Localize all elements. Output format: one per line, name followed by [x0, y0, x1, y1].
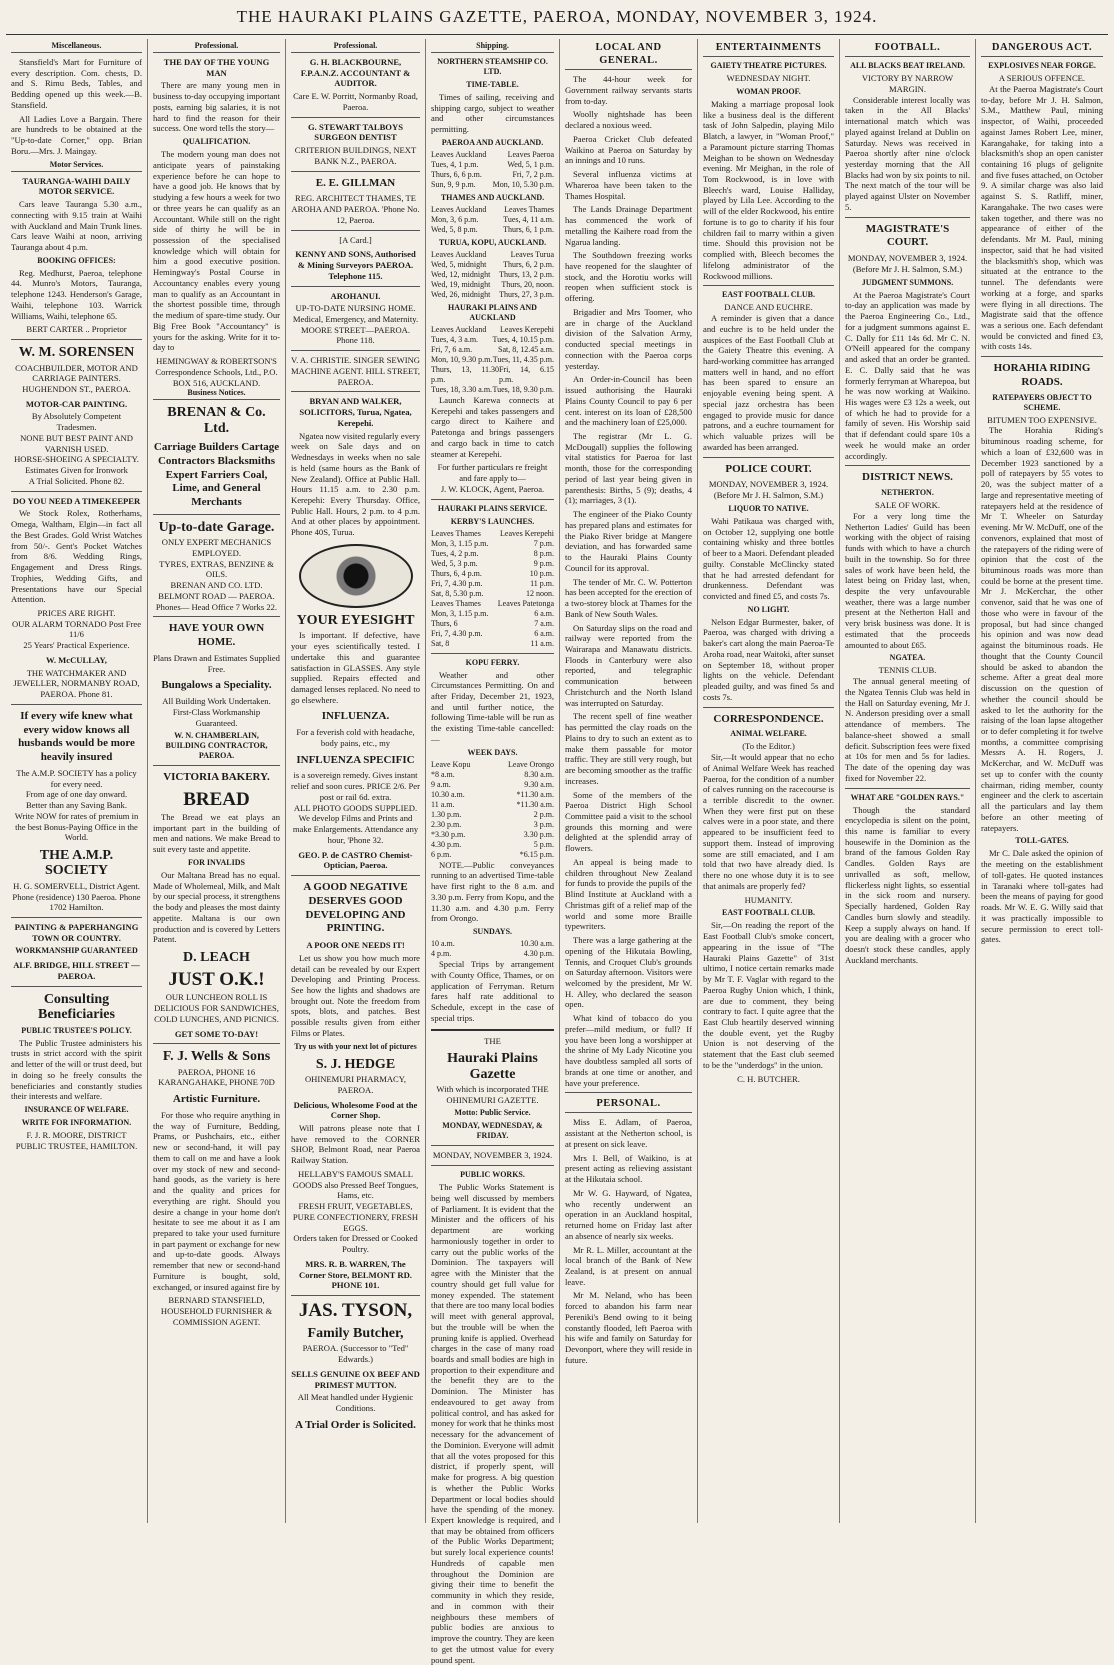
- timetable-row: Wed, 12, midnight Thurs, 13, 2 p.m.: [431, 269, 554, 279]
- blackbourne-address: Care E. W. Porritt, Normanby Road, Paeroa.: [293, 91, 418, 112]
- kerby-header-2: Leaves Thames Leaves Patetonga: [431, 598, 554, 608]
- news-item: The 44-hour week for Government railway servants starts from to-day.: [565, 74, 692, 106]
- route3-header: Leaves Auckland Leaves Turua: [431, 249, 554, 259]
- timetable-row: Wed, 5, 3 p.m. 9 p.m.: [431, 558, 554, 568]
- timetable-row: Sat, 8 11 a.m.: [431, 638, 554, 648]
- amp-society-big: THE A.M.P. SOCIETY: [39, 847, 114, 879]
- route-turua: TURUA, KOPU, AUCKLAND.: [438, 237, 547, 247]
- kenny: KENNY AND SONS, Authorised & Mining Surveyors PAEROA. Telephone 115.: [295, 249, 416, 281]
- booking-list: Reg. Medhurst, Paeroa, telephone 44. Munro's Motors, Tauranga, telephone 1243. Henderson's Garage, Waihi, telephone 103. Warrick Williams, Waihi, telephone 65.: [11, 267, 142, 321]
- timetable-row: Fri, 7, 4.30 p.m. 6 a.m.: [431, 628, 554, 638]
- influenza-body: For a feverish cold with headache, body pains, etc., my: [296, 727, 415, 748]
- building-work: All Building Work Undertaken. First-Class Workmanship Guaranteed.: [162, 696, 271, 728]
- timetable-row: 2.30 p.m. 3 p.m.: [431, 819, 554, 829]
- alarm-tornado: OUR ALARM TORNADO Post Free 11/6: [11, 618, 142, 640]
- photo-goods: ALL PHOTO GOODS SUPPLIED. We develop Films and Prints and make Enlargements. Attendance any hour, 'Phone 32.: [292, 802, 419, 845]
- mechanics: ONLY EXPERT MECHANICS EMPLOYED.: [161, 537, 272, 558]
- timetable-row: 9 a.m. 9.30 a.m.: [431, 779, 554, 789]
- hedge-tag: Delicious, Wholesome Food at the Corner Shop.: [293, 1099, 418, 1121]
- news-item: Woolly nightshade has been declared a noxious weed.: [565, 109, 692, 131]
- sorensen-name: W. M. SORENSEN: [18, 345, 135, 361]
- timetable-row: Sat, 8, 5.30 p.m. 12 noon.: [431, 588, 554, 598]
- woman-proof-body: Making a marriage proposal look like a business deal is the different task of John Salpedin, playing Milo Blatch, a lawyer, in "Woman Proof," a Paramount picture starring Thomas Meighan to be shown on Wednesday evening. Mr Meighan, in the role of Tom Rockwood, is in love with Bleech's ward, Louise Halliday, played by Lila Lee. According to the will of the elder Rockwood, his entire fortune is to go to charity if his four children fail to marry within a given time. Should this provision not be complied with, Bleech becomes the lifelong administrator of the Rockwood millions.: [703, 98, 834, 281]
- gazette-the: THE: [484, 1035, 501, 1046]
- personal-item: Miss E. Adlam, of Paeroa, assistant at the Netherton school, is at present on sick leave.: [565, 1117, 692, 1149]
- sorensen-sub: COACHBUILDER, MOTOR AND CARRIAGE PAINTERS. HUGHENDON ST., PAEROA.: [15, 362, 138, 395]
- news-item: An Order-in-Council has been issued authorising the Hauraki Plains County Council to pay 6 per cent. interest on its loan of £28,500 and the machinery loan of £25,000.: [565, 374, 692, 428]
- timetable-row: Mon, 10, 9.30 p.m. Tues, 11, 4.35 p.m.: [431, 354, 554, 364]
- mccullay-name: W. McCULLAY,: [46, 654, 107, 665]
- paperhanging: PAINTING & PAPERHANGING TOWN OR COUNTRY.: [14, 921, 139, 943]
- column-1: [6, 39, 148, 1523]
- bitumen-expensive: BITUMEN TOO EXPENSIVE.: [987, 414, 1097, 425]
- timekeeper-heading: DO YOU NEED A TIMEKEEPER: [12, 495, 141, 506]
- timetable-row: *8 a.m. 8.30 a.m.: [431, 769, 554, 779]
- shipping-notice: Times of sailing, receiving and shipping cargo, subject to weather and other circumstances permitting.: [431, 92, 554, 135]
- horseshoeing: HORSE-SHOEING A SPECIALTY.: [14, 454, 139, 465]
- mrs-warren: MRS. R. B. WARREN, The Corner Store, BELMONT RD. PHONE 101.: [299, 1258, 412, 1291]
- magistrate-body: At the Paeroa Magistrate's Court to-day an application was made by the Paeroa Engineering Co., Ltd., for a judgment summons against E. C. Dally for £11 14s 6d. Mr C. N. O'Neill appeared for the company and asked that an order be granted. E. C. Dally said that he was formerly ferryman at Wharepoa, but he was now working at Waikino. His wages were £3 12s a week, out of which he had to provide for a family of seven. His Worship said that if defendant could spare 10s a week he would make an order accordingly.: [845, 289, 970, 461]
- personal-item: Mrs I. Bell, of Waikino, is at present acting as relieving assistant at the Hikutaia school.: [565, 1152, 692, 1185]
- stansfield-notice: Stansfield's Mart for Furniture of every description. Com. chests, D. and S. Rimu Beds, Tables, and Bedding opened up this week.—B. Stansfield.: [11, 57, 142, 110]
- column-4: [426, 39, 560, 1665]
- animal-body: Sir,—It would appear that no echo of Animal Welfare Week has reached Paeroa, for the condition of a number of calves running on the racecourse is a terrible discredit to the owner. When they were first put on these calves were in a poor state, and there appeared to be insufficient feed to support them. Instead of improving some are still emaciated, and I am told that two have already died. Is there no one whose duty it is to see that animals are properly fed?: [703, 752, 834, 891]
- eyesight-body: Is important. If defective, have your eyes scientifically tested. I undertake this and guarantee satisfaction in GLASSES. Any style supplied. Repairs effected and damaged lenses replaced. No need to go elsewhere.: [291, 630, 420, 705]
- east-letter-body: Sir,—On reading the report of the East Football Club's smoke concert, appearing in the issue of "The Hauraki Plains Gazette" of 31st ultimo, I notice certain remarks made by Mr T. F. Vaglar with regard to the Paeroa Rugby Union which, I think, are due to comment, they being contrary to fact. I quite agree that the East Club heartily deserved winning the double event, yet the Rugby Union is not deserving of the statement that the East club seemed to be the "underdogs" in the union.: [703, 920, 834, 1070]
- timetable-row: 11 a.m. *11.30 a.m.: [431, 799, 554, 809]
- trustee-body: The Public Trustee administers his trusts in strict accord with the spirit and letter of the will or trust deed, but in doing so he freely consults the beneficiaries and constantly studies their interests and welfare.: [11, 1037, 142, 1102]
- signature-butcher: C. H. BUTCHER.: [737, 1073, 800, 1084]
- personal-item: Mr M. Neland, who has been forced to abandon his farm near Pereniki's Bend owing to it being constantly flooded, left Paeroa with his wife and family on Saturday for Devonport, where they will reside in future.: [565, 1290, 692, 1365]
- timetable-row: Thurs, 13, 11.30 p.m. Fri, 14, 6.15 p.m.: [431, 364, 554, 384]
- timetable-row: *3.30 p.m. 3.30 p.m.: [431, 829, 554, 839]
- dance-euchre: DANCE AND EUCHRE.: [724, 302, 813, 313]
- wells-phone: PAEROA, PHONE 16 KARANGAHAKE, PHONE 70D: [158, 1066, 275, 1088]
- launch-note: Launch Karewa connects at Kerepehi and takes passengers and cargo direct to Kaihere and Patetonga and brings passengers and cargo back in time to catch steamer at Kerepehi.: [431, 394, 554, 459]
- east-football-club: EAST FOOTBALL CLUB.: [722, 290, 815, 300]
- booking-offices: BOOKING OFFICES:: [37, 255, 116, 265]
- tennis-club: TENNIS CLUB.: [878, 665, 937, 676]
- kenny-card: [A Card.]: [339, 234, 372, 245]
- entertainments-heading: ENTERTAINMENTS: [703, 41, 834, 57]
- horahia-body: The Horahia Riding's bituminous roading scheme, for which a loan of £32,600 was in December 1923 sanctioned by a poll of ratepayers by 55 votes to 20, was the subject matter of a large and representative meeting of ratepayers held at the residence of Mr T. Wheeler on Saturday evening. Mr W. McDuff, one of the convenors, explained that most of the ratepayers of the riding were of opinion that the cost of the bituminous roads was more than could be borne at the present time. Mr J. McKerchar, the other convenor, said that he was one of those who were in favour of the proposal, but had since changed his opinion and was now dead against the bituminous roads. He thought that the County Council should be asked to abandon the scheme. After a great deal more discussion on the question of whether the council should be asked to let the authority for the raising of the loan lapse altogether or to defer completing it for twelve months, a committee comprising Messrs A. H. Rogers, J. McKerchar, and W. McDuff was set up to confer with the county chairman, riding member, county engineer and the clerk to ascertain all the particulars and lay them before an other meeting of ratepayers.: [981, 425, 1103, 833]
- artistic-furniture: Artistic Furniture.: [172, 1093, 261, 1106]
- paint-varnish: NONE BUT BEST PAINT AND VARNISH USED.: [20, 432, 133, 454]
- judgment-summons: JUDGMENT SUMMONS.: [861, 277, 954, 287]
- all-blacks: ALL BLACKS BEAT IRELAND.: [850, 61, 965, 71]
- column-1-heading: Miscellaneous.: [11, 41, 142, 53]
- news-item: The recent spell of fine weather has permitted the clay roads on the Plains to dry to such an extent as to make them passable for motor traffic. They are still very rough, but are becoming smoother as the traffic increases.: [565, 711, 692, 786]
- moore: F. J. R. MOORE, DISTRICT PUBLIC TRUSTEE, HAMILTON.: [15, 1130, 138, 1151]
- gazette-sub: With which is incorporated THE OHINEMURI GAZETTE.: [436, 1084, 549, 1105]
- serious-offence: A SERIOUS OFFENCE.: [998, 73, 1086, 84]
- police-court: POLICE COURT.: [725, 462, 812, 475]
- police-before: (Before Mr J. H. Salmon, S.M.): [713, 490, 824, 501]
- news-item: There was a large gathering at the opening of the Hikutaia Bowling, Tennis, and Croquet Club's grounds on Saturday afternoon. Visitors were welcomed by the president, Mr W. H. Alley, who declared the season open.: [565, 935, 692, 1010]
- masthead: THE HAURAKI PLAINS GAZETTE, PAEROA, MONDAY, NOVEMBER 3, 1924.: [6, 0, 1108, 35]
- route-hauraki: HAURAKI PLAINS AND AUCKLAND: [448, 302, 537, 322]
- route1-header: Leaves Auckland Leaves Paeroa: [431, 149, 554, 159]
- bargain-notice: All Ladies Love a Bargain. There are hundreds to be obtained at the "Up-to-date Corner," opp. Brian Boru.—Mrs. J. Maingay.: [11, 113, 142, 156]
- news-item: On Saturday slips on the road and railway were reported from the Wairarapa and Manawatu districts. Floods in Canterbury were also reported, and telegraphic communication between Christchurch and the North Island was interrupted on Saturday.: [565, 622, 692, 708]
- correspondence: CORRESPONDENCE.: [713, 712, 824, 725]
- wells-sons: F. J. Wells & Sons: [162, 1049, 271, 1065]
- from-age: From age of one day onward.: [25, 789, 128, 800]
- column-6: [698, 39, 840, 1523]
- brenan-name: BRENAN & Co. Ltd.: [167, 405, 266, 436]
- hygienic: All Meat handled under Hygienic Conditions.: [297, 1392, 414, 1413]
- arohanui-body: UP-TO-DATE NURSING HOME. Medical, Emergency, and Maternity. MOORE STREET—PAEROA. Phone 118.: [292, 303, 419, 346]
- gazette-days: MONDAY, WEDNESDAY, & FRIDAY.: [442, 1121, 543, 1141]
- motor-service-body: Cars leave Tauranga 5.30 a.m., connecting with 9.15 train at Waihi with Auckland and Main Trunk lines. Cars leave Waihi at noon, arriving Tauranga about 4 p.m.: [11, 199, 142, 253]
- horahia-roads: HORAHIA RIDING ROADS.: [993, 362, 1091, 388]
- liquor-body: Wahi Patikaua was charged with, on October 12, supplying one bottle containing whisky and three bottles of beer to a Maori. Defendant pleaded guilty. Constable McClincky stated that he had arrested defendant for drunkenness. Defendant was convicted and fined £5, and costs 7s.: [703, 515, 834, 601]
- luncheon-roll: OUR LUNCHEON ROLL IS DELICIOUS FOR SANDWICHES, COLD LUNCHES, AND PICNICS.: [154, 992, 279, 1024]
- timetable-row: 6 p.m. *6.15 p.m.: [431, 849, 554, 859]
- route4-header: Leaves Auckland Leaves Kerepehi: [431, 324, 554, 334]
- news-item: Brigadier and Mrs Toomer, who are in charge of the Auckland division of the Salvation Army, conducted special meetings in connection with the Paeroa corps yesterday.: [565, 306, 692, 371]
- prices-right: PRICES ARE RIGHT.: [37, 607, 116, 618]
- orders-poultry: Orders taken for Dressed or Cooked Poultry.: [293, 1233, 418, 1255]
- column-3-heading: Professional.: [291, 41, 420, 53]
- column-2-heading: Professional.: [153, 41, 280, 53]
- timetable-row: Wed, 5, 8 p.m. Thurs, 6, 1 p.m.: [431, 224, 554, 234]
- ironwork: Estimates Given for Ironwork: [25, 465, 128, 476]
- route-paeroa-auckland: PAEROA AND AUCKLAND.: [441, 137, 544, 147]
- workmanship: WORKMANSHIP GUARANTEED: [15, 946, 138, 956]
- kopu-body: Weather and other Circumstances Permitting. On and after Friday, December 21, 1923, and until further notice, the following Time-table will be run as the existing Time-table cancelled:—: [431, 669, 554, 744]
- for-invalids: FOR INVALIDS: [188, 857, 245, 867]
- timetable-row: 10 a.m. 10.30 a.m.: [431, 939, 554, 949]
- bread-heading: BREAD: [183, 789, 250, 811]
- column-8: [976, 39, 1108, 1523]
- public-works-body: The Public Works Statement is being well discussed by members of Parliament. It is evident that the Minister and the officers of his department are working harmoniously together in order to carry out the public works of the Dominion. The taxpayers will agree with the Minister that the country should get full value for money expended. The statement that there are too many local bodies will meet with general approval, but the trouble will be when the pruning knife is applied. Overhead charges in the case of many road boards and small bodies are high in proportion to their expenditure and the benefit they are to the Dominion. The Minister has endeavoured to get away from political control, and has asked for money for work that he thinks most necessary for the advancement of the Dominion. Everyone will admit that all the votes proposed for this district, if properly spent, will make for progress. A big question is whether the Public Works Department or local bodies should have the spending of the money. Expert knowledge is required, and that may be obtained from officers of the Public Works Department; but surely local experience counts! Hundreds of capable men throughout the Dominion are giving their time to benefit the community in which they reside, and in common with their neighbours these members of public bodies are anxious to improve the country. They are keen to get the utmost value for every pound spent.: [431, 1182, 554, 1665]
- write-information: WRITE FOR INFORMATION.: [21, 1118, 132, 1128]
- timetable-row: Fri, 7, 6 a.m. Sat, 8, 12.45 a.m.: [431, 344, 554, 354]
- saving-bank: Better than any Saving Bank.: [26, 800, 127, 811]
- to-editor: (To the Editor.): [742, 741, 795, 752]
- fresh-fruit: FRESH FRUIT, VEGETABLES, PURE CONFECTIONERY, FRESH EGGS.: [292, 1201, 419, 1233]
- public-works-heading: PUBLIC WORKS.: [460, 1170, 525, 1180]
- proprietor: BERT CARTER .. Proprietor: [26, 324, 127, 335]
- garage-heading: Up-to-date Garage.: [158, 519, 275, 535]
- klock-agent: J. W. KLOCK, Agent, Paeroa.: [440, 483, 545, 494]
- further-particulars: For further particulars re freight and fare apply to—: [437, 462, 548, 484]
- dance-body: A reminder is given that a dance and euchre is to be held under the auspices of the East Football Club at the Gaiety Theatre this evening. A hard-working committee has arranged matters well in hand, and no effort has been spared to ensure an enjoyable evening being spent. A special jazz orchestra has been engaged to provide music for dance patrons, and a euchre tournament for which valuable prizes will be awarded has been arranged.: [703, 313, 835, 452]
- alf-bridge: ALF. BRIDGE, HILL STREET — PAEROA.: [13, 960, 140, 982]
- gazette-motto: Motto: Public Service.: [454, 1108, 531, 1118]
- timetable-row: Fri, 7, 4.30 p.m. 11 p.m.: [431, 578, 554, 588]
- news-item: An appeal is being made to children throughout New Zealand for funds to provide the pupils of the Blind Institute at Auckland with a Christmas gift of a relief map of the world and some more Braille typewriters.: [565, 856, 692, 932]
- column-2: [148, 39, 286, 1523]
- influenza-specific: INFLUENZA SPECIFIC: [296, 753, 415, 766]
- write-now: Write NOW for rates of premium in the best Bonus-Paying Office in the World.: [14, 810, 139, 843]
- gillman: E. E. GILLMAN: [315, 176, 396, 189]
- tradesmen: By Absolutely Competent Tradesmen.: [31, 411, 122, 433]
- hemingway: HEMINGWAY & ROBERTSON'S Correspondence Schools, Ltd., P.O. BOX 516, AUCKLAND.: [155, 356, 278, 388]
- talboys-address: CRITERION BUILDINGS, NEXT BANK N.Z., PAEROA.: [294, 145, 417, 166]
- football-body: Considerable interest locally was taken in the All Blacks' international match which was played against Ireland at Dublin on Saturday. News was received in Paeroa shortly after nine o'clock yesterday morning that the All Blacks had won by six points to nil. The next match of the tour will be played against Ulster on November 5.: [845, 94, 970, 212]
- kopu-ferry: KOPU FERRY.: [465, 657, 520, 667]
- timetable-row: Wed, 5, midnight Thurs, 6, 2 p.m.: [431, 259, 554, 269]
- steamship-co: NORTHERN STEAMSHIP CO. LTD.: [437, 57, 548, 76]
- kerby-header: Leaves Thames Leaves Kerepehi: [431, 528, 554, 538]
- bernard-stansfield: BERNARD STANSFIELD, HOUSEHOLD FURNISHER & COMMISSION AGENT.: [160, 1295, 273, 1327]
- golden-rays: WHAT ARE "GOLDEN RAYS.": [850, 792, 965, 802]
- editorial-date: MONDAY, NOVEMBER 3, 1924.: [432, 1150, 553, 1161]
- sundays: SUNDAYS.: [472, 927, 513, 937]
- personal-item: Mr W. G. Hayward, of Ngatea, who recently underwent an operation in an Auckland hospital, returned home on Friday last after an absence of nearly six weeks.: [565, 1187, 692, 1241]
- news-item: The Lands Drainage Department has commenced the work of metalling the Kaihere road from the Ngarua landing.: [565, 204, 692, 247]
- gazette-nameplate: Hauraki Plains Gazette: [447, 1051, 538, 1082]
- toll-gates: TOLL-GATES.: [1015, 836, 1069, 846]
- ferry-note: NOTE.—Public conveyances running to an advertised Time-table have first right to the 8 a.m. and 3.30 p.m. Ferry from Kopu, and the 11.30 a.m. and 4.30 p.m. Ferry from Orongo.: [431, 859, 554, 924]
- no-light: NO LIGHT.: [747, 604, 790, 614]
- timetable-row: Wed, 19, midnight Thurs, 20, noon.: [431, 279, 554, 289]
- route-thames-auckland: THAMES AND AUCKLAND.: [440, 192, 545, 202]
- magistrate-date: MONDAY, NOVEMBER 3, 1924.: [847, 253, 968, 264]
- timetable-row: Tues, 4, 2 p.m. 8 p.m.: [431, 548, 554, 558]
- hauraki-service: HAURAKI PLAINS SERVICE.: [437, 503, 548, 513]
- timetable-row: 10.30 a.m. *11.30 a.m.: [431, 789, 554, 799]
- timetable-row: 4 p.m. 4.30 p.m.: [431, 949, 554, 959]
- consulting-beneficiaries: Consulting Beneficiaries: [38, 991, 115, 1023]
- victory-margin: VICTORY BY NARROW MARGIN.: [861, 73, 954, 94]
- liquor-native: LIQUOR TO NATIVE.: [728, 503, 809, 513]
- brenan-list: Carriage Builders Cartage Contractors Blacksmiths Expert Farriers Coal, Lime, and General Merchants: [153, 441, 280, 509]
- animal-welfare: ANIMAL WELFARE.: [730, 729, 807, 739]
- arohanui: AROHANUI.: [330, 290, 381, 301]
- news-item: The tender of Mr. C. W. Potterton has been accepted for the erection of a two-storey block at Thames for the Bank of New South Wales.: [565, 576, 692, 619]
- timetable-row: Mon, 3, 6 p.m. Tues, 4, 11 a.m.: [431, 214, 554, 224]
- local-general-heading: LOCAL AND GENERAL.: [565, 41, 692, 70]
- personal-heading: PERSONAL.: [565, 1097, 692, 1113]
- young-man-heading: THE DAY OF THE YOUNG MAN: [163, 57, 270, 78]
- amp-society-line: The A.M.P. SOCIETY has a policy for every need.: [16, 767, 137, 789]
- timetable-row: Tues, 4, 1 p.m. Wed, 5, 1 p.m.: [431, 159, 554, 169]
- sale-of-work: SALE OF WORK.: [874, 500, 940, 511]
- hedge-body: Will patrons please note that I have removed to the CORNER SHOP, Belmont Road, near Paeroa Railway Station.: [291, 1122, 420, 1166]
- news-item: The engineer of the Piako County has prepared plans and estimates for the Piako River bridge at Mangere deviation, and has forwarded same to the Hauraki Plains County Council for its approval.: [565, 509, 692, 573]
- invalids-body: Our Maltana Bread has no equal. Made of Wholemeal, Milk, and Malt by our special process, it strengthens the body and pleases the most dainty appetite. Maltana is our own production and is covered by Letters Patent.: [153, 869, 280, 945]
- timetable-row: Sun, 9, 9 p.m. Mon, 10, 5.30 p.m.: [431, 179, 554, 189]
- mccullay-sub: THE WATCHMAKER AND JEWELLER, NORMANBY ROAD, PAEROA. Phone 81.: [13, 667, 140, 700]
- toll-gates-body: Mr C. Dale asked the opinion of the meeting on the establishment of toll-gates. He quoted instances in Taranaki where toll-gates had been the means of paying for good roads. Mr W. E. G. Willy said that it was practically impossible to secure permission to erect toll-gates.: [981, 848, 1103, 945]
- district-news: DISTRICT NEWS.: [862, 471, 953, 484]
- magistrates-court: MAGISTRATE'S COURT.: [865, 222, 950, 249]
- motor-car-painting: MOTOR-CAR PAINTING.: [25, 398, 128, 409]
- trial-order: A Trial Order is Solicited.: [295, 1418, 416, 1431]
- wednesday-night: WEDNESDAY NIGHT.: [726, 73, 811, 84]
- chamberlain: W. N. CHAMBERLAIN, BUILDING CONTRACTOR, PAEROA.: [165, 731, 268, 761]
- bungalows: Bungalows a Speciality.: [161, 679, 272, 692]
- specific-body: is a sovereign remedy. Gives instant relief and soon cures. PRICE 2/6. Per post or rail 6d. extra.: [291, 770, 420, 802]
- sells: SELLS GENUINE OX BEEF AND PRIMEST MUTTON.: [291, 1368, 420, 1390]
- just-ok: JUST O.K.!: [168, 969, 265, 991]
- woman-proof: WOMAN PROOF.: [736, 86, 801, 96]
- netherton: NETHERTON.: [881, 488, 934, 498]
- sj-hedge: S. J. HEDGE: [315, 1056, 396, 1072]
- magistrate-before: (Before Mr J. H. Salmon, S.M.): [852, 263, 963, 274]
- columns: [6, 39, 1108, 1665]
- kerby-launches: KERBY'S LAUNCHES.: [450, 516, 535, 526]
- timetable-row: 4.30 p.m. 5 p.m.: [431, 839, 554, 849]
- ngatea: NGATEA.: [889, 653, 926, 663]
- somervell: H. G. SOMERVELL, District Agent. Phone (residence) 130 Paeroa. Phone 1702 Hamilton.: [12, 880, 141, 913]
- try-us: Try us with your next lot of pictures: [294, 1041, 417, 1051]
- dangerous-act-body: At the Paeroa Magistrate's Court to-day, before Mr J. H. Salmon, S.M., Matthew Paul, mining inspector, of Waihi, proceeded against James Robert Lee, miner, Karangahake, for taking into a blacksmith's shop an open canister containing 16 plugs of gelignite and five fuses attached, on October 9. A similar charge was also laid against S. S. Ratliff, miner, Karangahake. The two cases were taken together, and there was no appearance of either of the defendants. Mr M. Paul, mining inspector, said that he had visited the blacksmith's shop, which was situated at the entrance to the tunnel. The defendants were working at a forge, and sparks were flying in all directions. The Magistrate said that the offence was a serious one. Each defendant would be convicted and fined £3, with costs 14s.: [981, 83, 1103, 352]
- own-home: HAVE YOUR OWN HOME.: [168, 622, 265, 649]
- timetable-row: Mon, 3, 1.15 p.m. 7 p.m.: [431, 538, 554, 548]
- plans: Plans Drawn and Estimates Supplied Free.: [153, 652, 280, 674]
- experience: 25 Years' Practical Experience.: [23, 640, 130, 651]
- bryan-walker: BRYAN AND WALKER, SOLICITORS, Turua, Ngatea, Kerepehi.: [299, 396, 412, 428]
- east-football-club-letter: EAST FOOTBALL CLUB.: [722, 908, 815, 918]
- qualification: QUALIFICATION.: [182, 137, 251, 147]
- family-butcher: Family Butcher,: [307, 1325, 404, 1341]
- timetable-row: Wed, 26, midnight Thurs, 27, 3 p.m.: [431, 289, 554, 299]
- football-heading: FOOTBALL.: [845, 41, 970, 57]
- signature-humanity: HUMANITY.: [744, 894, 793, 905]
- bryan-body: Ngatea now visited regularly every week on Sale days and on Wednesdays in weeks when no sale is held (same hours as the Bank of New Zealand). Office at Public Hall. Hours 11.15 a.m. to 2.30 p.m. Kerepehi: Every Thursday. Office, Public Hall. Hours, 2 p.m. to 4 p.m. And at other places by appointment. Phone 40S, Turua.: [291, 430, 420, 538]
- timetable-row: 1.30 p.m. 2 p.m.: [431, 809, 554, 819]
- good-negative: A GOOD NEGATIVE DESERVES GOOD DEVELOPING AND PRINTING.: [303, 881, 408, 935]
- influenza: INFLUENZA.: [321, 710, 390, 723]
- dangerous-act-heading: DANGEROUS ACT.: [981, 41, 1103, 57]
- negative-body: Let us show you how much more detail can be revealed by our Expert Developing and Printing Process. See how the lights and shadows are brought out. Note the freedom from spots, blots, and patches. Best possible results given from either Films or Plates.: [291, 952, 420, 1038]
- news-item: Paeroa Cricket Club defeated Waikino at Paeroa on Saturday by an innings and 10 runs.: [565, 133, 692, 166]
- column-5: [560, 39, 698, 1523]
- bread-body: The Bread we eat plays an important part in the building of men and nations. We make Bread to suit every taste and appetite.: [153, 811, 280, 855]
- news-item: The Southdown freezing works have reopened for the slaughter of stock, and the Horotiu works will reopen when sufficient stock is offering.: [565, 250, 692, 304]
- d-leach: D. LEACH: [183, 950, 250, 966]
- tyson-sub: PAEROA. (Successor to "Ted" Edwards.): [302, 1343, 409, 1365]
- de-castro: GEO. P. de CASTRO Chemist-Optician, Paeroa.: [298, 849, 413, 871]
- timetable-row: Thurs, 6 7 a.m.: [431, 618, 554, 628]
- ratepayers-object: RATEPAYERS OBJECT TO SCHEME.: [992, 392, 1092, 412]
- hedge-sub: OHINEMURI PHARMACY, PAEROA.: [304, 1074, 407, 1095]
- golden-rays-body: Though the standard encyclopedia is silent on the point, this name is familiar to every housewife in the Dominion as the brand of the famous Golden Ray Candles. Golden Rays are unrivalled as soft, mellow, flickerless night lights, so essential in the sick room and nursery. Specially hardened, Golden Ray Candles burn slowly and steadily. Keep a supply always on hand. If you are dealing with a grocer who doesn't stock these candles, apply Auckland merchants.: [845, 804, 970, 965]
- column-3: [286, 39, 426, 1523]
- column-4-heading: Shipping.: [431, 41, 554, 53]
- news-item: Some of the members of the Paeroa District High School Committee paid a visit to the school grounds this morning and were delighted at the splendid array of flowers.: [565, 789, 692, 854]
- business-notices: Business Notices.: [153, 388, 280, 400]
- eye-illustration: [299, 544, 413, 608]
- column-7: [840, 39, 976, 1523]
- get-some: GET SOME TO-DAY!: [174, 1028, 259, 1039]
- trial-solicited: A Trial Solicited. Phone 82.: [28, 475, 125, 486]
- artistic-body: For those who require anything in the way of Furniture, Bedding, Prams, or Pushchairs, etc., either new or second-hand, it will pay them to call on me and have a look over my stock of new and second-hand goods, as the variety is here and the quality and prices for everything are right. Should you desire a change in your home don't hesitate to see me about it as I am prepared to take your used furniture in part payment or exchange for new and up-to-date goods. Always remember that new or second-hand Furniture is bought, sold, exchanged, or insured against fire by: [153, 1109, 280, 1292]
- news-item: Several influenza victims at Whareroa have been taken to the Thames Hospital.: [565, 169, 692, 201]
- jas-tyson: JAS. TYSON,: [298, 1299, 413, 1321]
- police-date: MONDAY, NOVEMBER 3, 1924.: [708, 479, 829, 490]
- trustee-policy: PUBLIC TRUSTEE'S POLICY.: [21, 1025, 132, 1035]
- timetable-row: Thurs, 6, 6 p.m. Fri, 7, 2 p.m.: [431, 169, 554, 179]
- week-days: WEEK DAYS.: [467, 747, 518, 757]
- widow-ad: If every wife knew what every widow knows all husbands would be more heavily insured: [18, 709, 135, 764]
- route2-header: Leaves Auckland Leaves Thames: [431, 204, 554, 214]
- timetable-row: Mon, 3, 1.15 p.m. 6 a.m.: [431, 608, 554, 618]
- young-man-body: There are many young men in business to-day occupying important posts, earning big salaries, it is not hard to find the reason for their success. One word tells the story—: [153, 80, 280, 134]
- qualification-body: The modern young man does not anticipate years of painstaking experience before he can hope to have a good job. He knows that by studying a few hours a week for two or three years he can qualify as an Accountant. While still on the right side of thirty he will be in possession of the specialised knowledge which will obtain for him a good executive position. Hemingway's Postal Course in Accountancy enables every young man to qualify as an Accountant in the shortest possible time, through the medium of spare-time study. Our Big Free Book "Accountancy" is yours for the asking. Write for it to-day to: [153, 149, 280, 353]
- brenan-address: BRENAN AND CO. LTD. BELMONT ROAD — PAEROA. Phones— Head Office 7 Works 22.: [155, 580, 278, 612]
- poor-one: A POOR ONE NEEDS IT!: [306, 940, 405, 951]
- sale-body: For a very long time the Netherton Ladies' Guild has been working with the object of raising funds with which to have a church built in the township. So for three sales of work have been held, the latest being on Friday last, when, despite the very unfavourable weather, there was a large number present at the Netherton Hall and very brisk business was done. It is estimated that the proceeds amounted to about £65.: [845, 510, 970, 650]
- timetable-row: Thurs, 6, 4 p.m. 10 p.m.: [431, 568, 554, 578]
- timetable-row: Tues, 18, 3.30 a.m. Tues, 18, 9.30 p.m.: [431, 384, 554, 394]
- timetable: TIME-TABLE.: [466, 80, 519, 89]
- tennis-body: The annual general meeting of the Ngatea Tennis Club was held in the Hall on Saturday evening, Mr J. N. Anderson presiding over a small attendance of members. The balance-sheet showed a small deficit. Subscription fees were fixed at 10s for men and 5s for ladies. The date of the opening day was fixed for November 22.: [845, 676, 970, 783]
- hellaby: HELLABY'S FAMOUS SMALL GOODS also Pressed Beef Tongues, Hams, etc.: [292, 1168, 419, 1201]
- gaiety-theatre: GAIETY THEATRE PICTURES.: [710, 61, 827, 71]
- insurance-welfare: INSURANCE OF WELFARE.: [24, 1105, 129, 1115]
- victoria-bakery: VICTORIA BAKERY.: [163, 771, 270, 784]
- gillman-sub: REG. ARCHITECT THAMES, TE AROHA AND PAEROA. 'Phone No. 12, Paeroa.: [291, 193, 420, 225]
- talboys: G. STEWART TALBOYS SURGEON DENTIST: [308, 121, 403, 143]
- motor-services-heading: Motor Services.: [11, 160, 142, 172]
- tyres: TYRES, EXTRAS, BENZINE & OILS.: [159, 558, 274, 580]
- explosives-forge: EXPLOSIVES NEAR FORGE.: [988, 61, 1096, 71]
- personal-item: Mr R. L. Miller, accountant at the local branch of the Bank of New Zealand, is at present on annual leave.: [565, 1244, 692, 1287]
- eyesight-heading: YOUR EYESIGHT: [296, 612, 415, 628]
- christie: V. A. CHRISTIE. SINGER SEWING MACHINE AGENT. HILL STREET, PAEROA.: [291, 355, 420, 387]
- special-trips: Special Trips by arrangement with County Office, Thames, or on application of Ferryman. Return fares half rate additional to Schedule, except in the case of special trips.: [431, 959, 554, 1023]
- news-item: The registrar (Mr L. G. McDougall) supplies the following vital statistics for Paeroa for last month, those for the corresponding period of last year being given in parenthesis: Births, 5 (9); deaths, 4 (1); marriages, 3 (1).: [565, 431, 692, 506]
- timetable-row: Tues, 4, 3 a.m. Tues, 4, 10.15 p.m.: [431, 334, 554, 344]
- blackbourne: G. H. BLACKBOURNE, F.P.A.N.Z. ACCOUNTANT & AUDITOR.: [300, 57, 411, 89]
- no-light-body: Nelson Edgar Burmester, baker, of Paeroa, was charged with driving a baker's cart along the main Paeroa-Te Aroha road, near Waitoki, after sunset on September 18, without proper lights on the vehicle. Defendant pleaded guilty, and was fined 5s and costs 7s.: [703, 616, 834, 702]
- weekday-header: Leave Kopu Leave Orongo: [431, 759, 554, 769]
- motor-service-title: TAURANGA-WAIHI DAILY MOTOR SERVICE.: [22, 175, 131, 197]
- watches-list: We Stock Rolex, Rotherhams, Omega, Waltham, Elgin—in fact all the Best Grades. Gold Wrist Watches from 50/-. Gent's Pocket Watches from 8/6. Wedding Rings, Engagement and Dress Rings. Trophies, Wedding Gifts, and Presentations have our Special Attention.: [11, 508, 142, 605]
- news-item: What kind of tobacco do you prefer—mild medium, or full? If you have been long a worshipper at the shrine of My Lady Nicotine you have doubtless sampled all sorts of brands at one time or another, and have your preference.: [565, 1013, 692, 1088]
